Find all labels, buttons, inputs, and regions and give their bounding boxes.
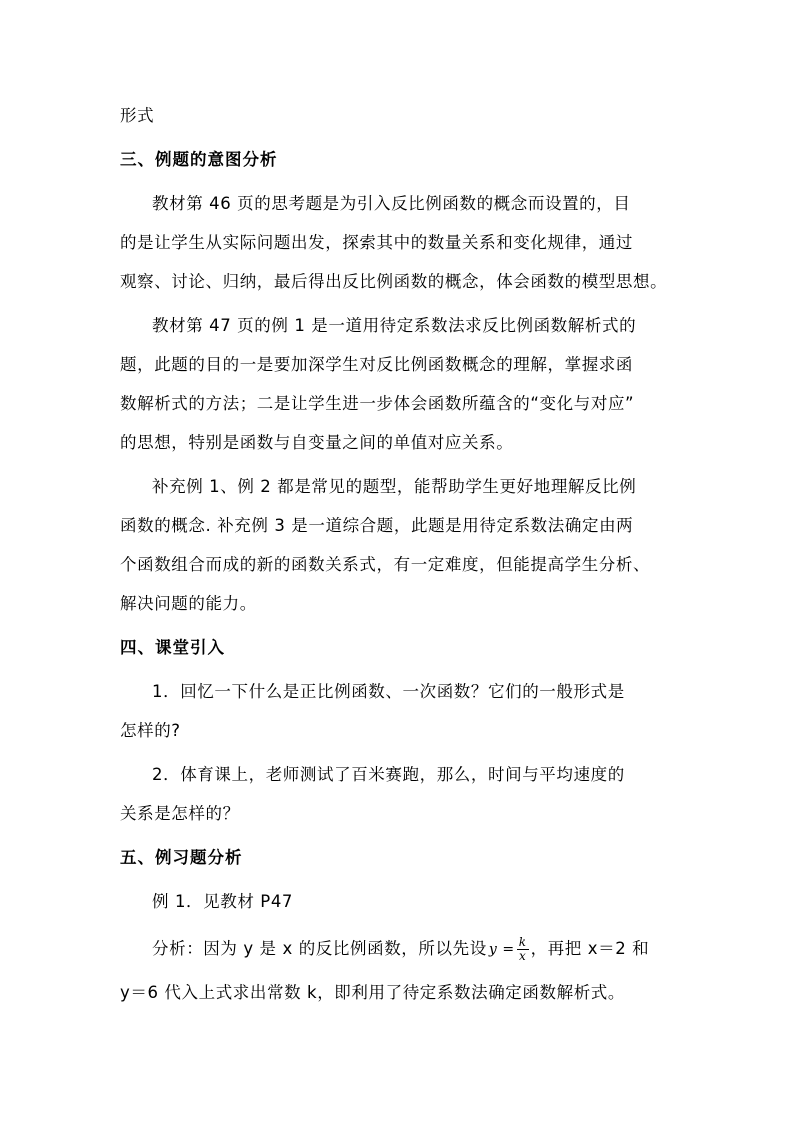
section-heading-3: 三、例题的意图分析 bbox=[120, 150, 278, 169]
question-1-line-2: 怎样的? bbox=[120, 721, 181, 740]
analysis-text-b: ，再把 x＝2 和 bbox=[530, 939, 650, 958]
text-line: 形式 bbox=[120, 106, 155, 125]
paragraph-2-line-3: 数解析式的方法；二是让学生进一步体会函数所蕴含的“变化与对应” bbox=[120, 394, 635, 413]
paragraph-3-line-4: 解决问题的能力。 bbox=[120, 594, 257, 613]
formula-y: y = bbox=[488, 941, 515, 958]
paragraph-1-line-1: 教材第 46 页的思考题是为引入反比例函数的概念而设置的，目 bbox=[152, 194, 631, 213]
paragraph-3-line-1: 补充例 1、例 2 都是常见的题型，能帮助学生更好地理解反比例 bbox=[152, 477, 637, 496]
paragraph-2-line-4: 的思想，特别是函数与自变量之间的单值对应关系。 bbox=[120, 433, 514, 452]
analysis-line-2: y＝6 代入上式求出常数 k，即利用了待定系数法确定函数解析式。 bbox=[120, 983, 626, 1002]
paragraph-3-line-3: 个函数组合而成的新的函数关系式，有一定难度，但能提高学生分析、 bbox=[120, 555, 651, 574]
paragraph-2-line-2: 题，此题的目的一是要加深学生对反比例函数概念的理解，掌握求函 bbox=[120, 355, 633, 374]
analysis-text-a: 分析：因为 y 是 x 的反比例函数，所以先设 bbox=[152, 939, 487, 958]
analysis-line-1 bbox=[152, 936, 649, 963]
paragraph-2-line-1: 教材第 47 页的例 1 是一道用待定系数法求反比例函数解析式的 bbox=[152, 316, 637, 335]
question-2-line-1: 2．体育课上，老师测试了百米赛跑，那么，时间与平均速度的 bbox=[152, 765, 625, 784]
section-heading-4: 四、课堂引入 bbox=[120, 638, 225, 657]
paragraph-1-line-3: 观察、讨论、归纳，最后得出反比例函数的概念，体会函数的模型思想。 bbox=[120, 272, 668, 291]
section-heading-5: 五、例习题分析 bbox=[120, 848, 243, 867]
fraction-formula bbox=[489, 936, 529, 963]
paragraph-1-line-2: 的是让学生从实际问题出发，探索其中的数量关系和变化规律，通过 bbox=[120, 233, 633, 252]
question-2-line-2: 关系是怎样的？ bbox=[120, 804, 240, 823]
example-1-reference: 例 1．见教材 P47 bbox=[152, 892, 294, 911]
formula-numerator: k bbox=[518, 935, 527, 949]
formula-denominator: x bbox=[518, 949, 527, 963]
paragraph-3-line-2: 函数的概念. 补充例 3 是一道综合题，此题是用待定系数法确定由两 bbox=[120, 516, 634, 535]
question-1-line-1: 1．回忆一下什么是正比例函数、一次函数？它们的一般形式是 bbox=[152, 682, 625, 701]
